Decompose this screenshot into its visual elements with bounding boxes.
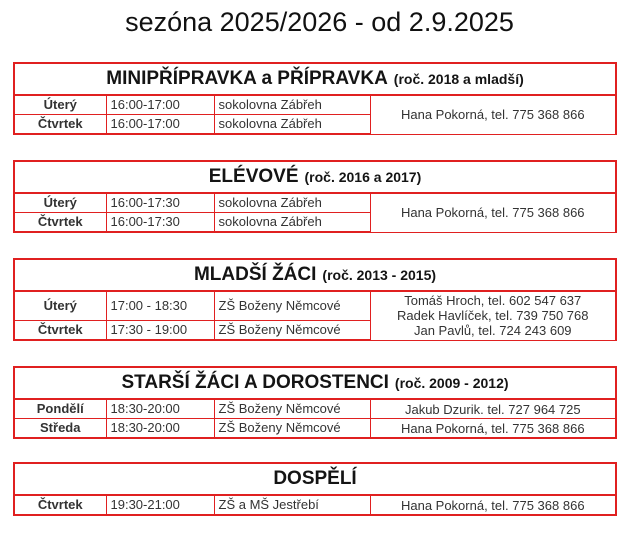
category-name: MINIPŘÍPRAVKA a PŘÍPRAVKA	[106, 68, 388, 89]
schedule-table-elevove	[13, 160, 617, 233]
category-header	[14, 161, 616, 193]
day-cell: Úterý	[14, 95, 106, 115]
table-row	[14, 95, 616, 115]
category-age: (roč. 2018 a mladší)	[393, 71, 524, 87]
category-header	[14, 63, 616, 95]
coach-line: Jan Pavlů, tel. 724 243 609	[413, 323, 572, 339]
place-cell: ZŠ Boženy Němcové	[214, 399, 370, 419]
category-age: (roč. 2013 - 2015)	[322, 267, 437, 283]
place-cell: sokolovna Zábřeh	[214, 115, 370, 135]
schedule-table-starsi-zaci	[13, 366, 617, 439]
category-name: DOSPĚLÍ	[273, 468, 357, 489]
coach-cell: Hana Pokorná, tel. 775 368 866	[370, 419, 616, 439]
coach-line: Tomáš Hroch, tel. 602 547 637	[404, 293, 582, 309]
schedule-table-minipripravka	[13, 62, 617, 135]
category-header	[14, 259, 616, 291]
day-cell: Úterý	[14, 291, 106, 321]
category-age: (roč. 2016 a 2017)	[304, 169, 422, 185]
time-cell: 17:00 - 18:30	[106, 291, 214, 321]
day-cell: Pondělí	[14, 399, 106, 419]
time-cell: 16:00-17:00	[106, 115, 214, 135]
time-cell: 18:30-20:00	[106, 399, 214, 419]
day-cell: Úterý	[14, 193, 106, 213]
category-header	[14, 367, 616, 399]
place-cell: sokolovna Zábřeh	[214, 95, 370, 115]
category-name: STARŠÍ ŽÁCI A DOROSTENCI	[121, 372, 389, 393]
table-row	[14, 399, 616, 419]
coach-cell: Hana Pokorná, tel. 775 368 866	[370, 495, 616, 515]
page-title: sezóna 2025/2026 - od 2.9.2025	[125, 7, 514, 37]
coach-cell	[370, 95, 616, 134]
table-row	[14, 419, 616, 439]
time-cell: 18:30-20:00	[106, 419, 214, 439]
time-cell: 16:00-17:30	[106, 193, 214, 213]
time-cell: 19:30-21:00	[106, 495, 214, 515]
day-cell: Čtvrtek	[14, 213, 106, 233]
coach-line: Radek Havlíček, tel. 739 750 768	[396, 308, 589, 324]
time-cell: 17:30 - 19:00	[106, 321, 214, 341]
coach-line: Hana Pokorná, tel. 775 368 866	[400, 205, 585, 221]
category-header	[14, 463, 616, 495]
place-cell: sokolovna Zábřeh	[214, 213, 370, 233]
table-row	[14, 193, 616, 213]
schedule-table-dospeli	[13, 462, 617, 516]
place-cell: ZŠ Boženy Němcové	[214, 419, 370, 439]
coach-line: Hana Pokorná, tel. 775 368 866	[400, 107, 585, 123]
time-cell: 16:00-17:00	[106, 95, 214, 115]
day-cell: Čtvrtek	[14, 495, 106, 515]
place-cell: ZŠ Boženy Němcové	[214, 321, 370, 341]
day-cell: Středa	[14, 419, 106, 439]
coach-cell: Jakub Dzurik. tel. 727 964 725	[370, 399, 616, 419]
category-name: ELÉVOVÉ	[208, 166, 299, 187]
place-cell: sokolovna Zábřeh	[214, 193, 370, 213]
table-row	[14, 495, 616, 515]
category-name: MLADŠÍ ŽÁCI	[193, 264, 317, 285]
time-cell: 16:00-17:30	[106, 213, 214, 233]
day-cell: Čtvrtek	[14, 321, 106, 341]
table-row	[14, 291, 616, 321]
place-cell: ZŠ Boženy Němcové	[214, 291, 370, 321]
category-age: (roč. 2009 - 2012)	[394, 375, 509, 391]
schedule-table-mladsi-zaci	[13, 258, 617, 341]
coach-cell	[370, 193, 616, 232]
coach-cell	[370, 291, 616, 340]
place-cell: ZŠ a MŠ Jestřebí	[214, 495, 370, 515]
day-cell: Čtvrtek	[14, 115, 106, 135]
